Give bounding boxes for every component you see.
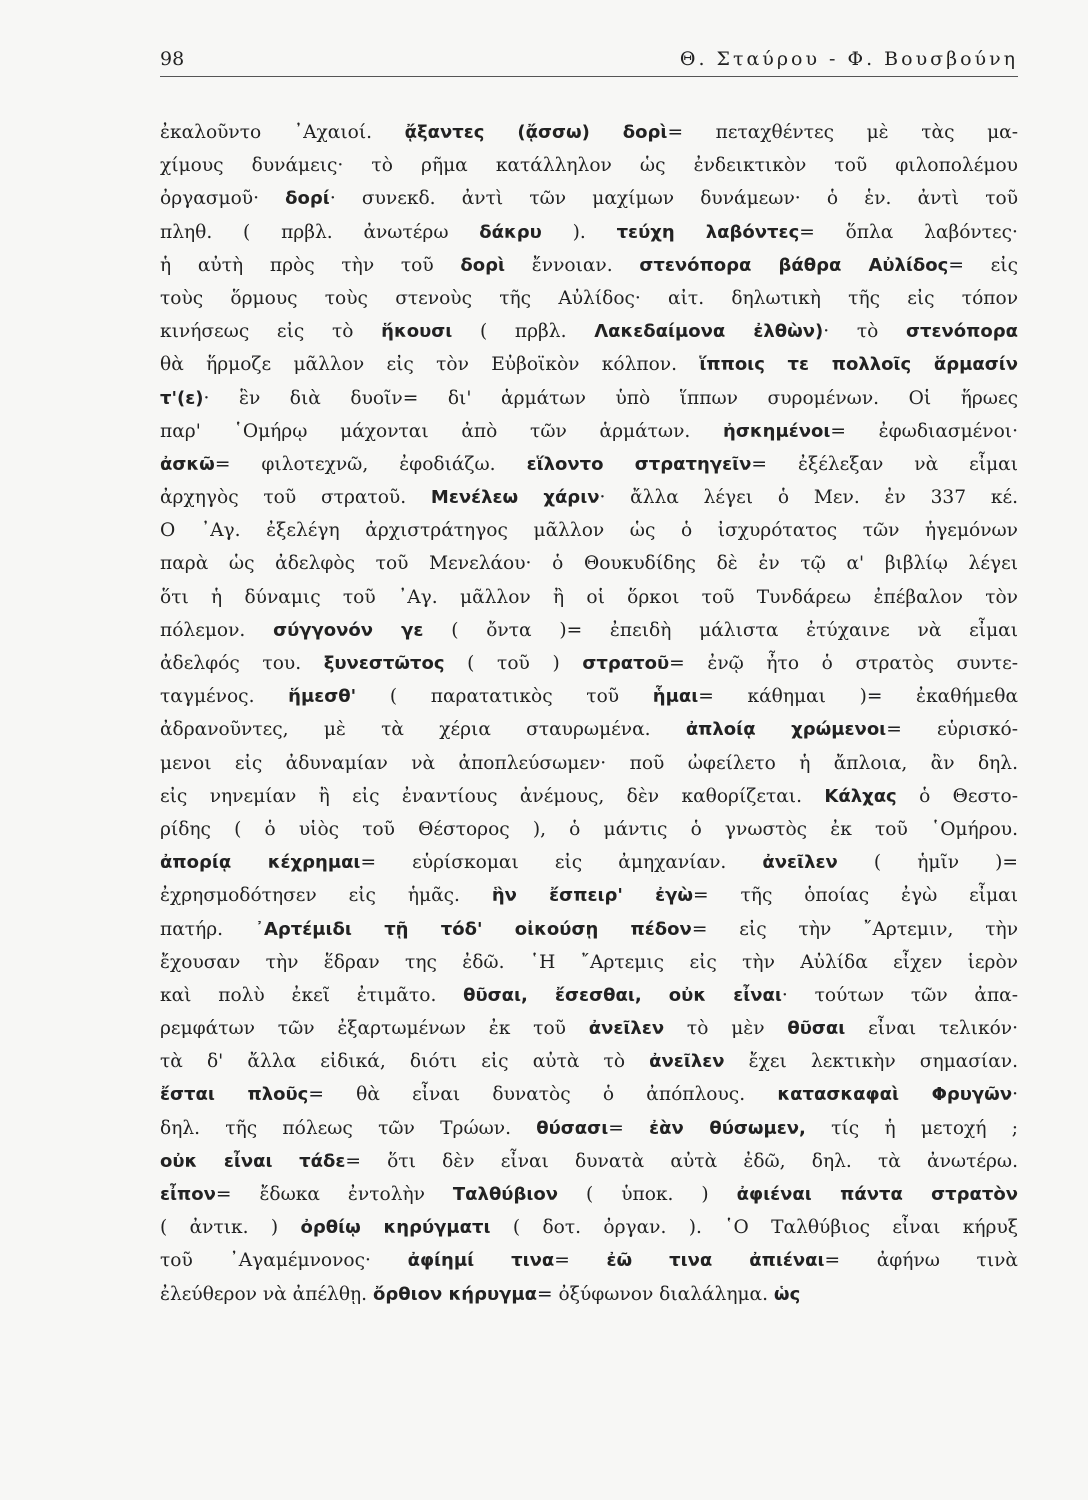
text-line	[160, 1045, 1018, 1078]
gloss-text: τίς ἡ μετοχή ;	[805, 1117, 1018, 1139]
lemma-term: κατασκαφαὶ Φρυγῶν	[777, 1084, 1013, 1106]
gloss-text: ἔχει λεκτικὴν σημασίαν.	[724, 1051, 1018, 1073]
gloss-text: καὶ πολὺ ἐκεῖ ἐτιμᾶτο.	[160, 984, 464, 1006]
gloss-text: ὁ Θεστο-	[896, 785, 1018, 807]
lemma-term: ἧμαι	[652, 686, 699, 708]
lemma-term: στενόπορα βάθρα Αὐλίδος	[639, 254, 949, 276]
gloss-text: = ὀξύφωνον διαλάλημα.	[537, 1283, 774, 1305]
lemma-term: ξυνεστῶτος	[323, 653, 445, 674]
text-line	[160, 846, 1018, 879]
gloss-text: τοὺς ὅρμους τοὺς στενοὺς τῆς Αὐλίδος· αἰτ. δηλωτικὴ τῆς εἰς τόπον	[160, 287, 1018, 309]
gloss-text: παρ' ῾Ομήρῳ μάχονται ἀπὸ τῶν ἁρμάτων.	[160, 420, 724, 442]
lemma-term: ἐῶ τινα ἀπιέναι	[606, 1250, 825, 1272]
gloss-text: ).	[541, 221, 617, 243]
lemma-term: δορὶ	[460, 254, 506, 276]
page-header	[160, 40, 1018, 77]
text-line	[160, 1211, 1018, 1244]
text-line	[160, 216, 1018, 249]
text-line	[160, 680, 1018, 713]
text-line	[160, 979, 1018, 1012]
gloss-text: = κάθημαι )= ἐκαθήμεθα	[698, 686, 1019, 708]
lemma-term: ἀσκῶ	[160, 453, 215, 475]
text-line	[160, 514, 1018, 547]
lemma-term: θῦσαι, ἔσεσθαι, οὐκ εἶναι	[463, 984, 782, 1006]
gloss-text: κινήσεως εἰς τὸ	[160, 321, 382, 343]
gloss-text: ( ὑποκ. )	[558, 1184, 737, 1205]
text-line	[160, 382, 1018, 415]
text-line	[160, 1244, 1018, 1277]
running-head: Θ. Σταύρου - Φ. Βουσβούνη	[679, 48, 1018, 70]
gloss-text: ἡ αὐτὴ πρὸς τὴν τοῦ	[160, 254, 461, 276]
lemma-term: στενόπορα	[906, 321, 1019, 343]
gloss-text: ἔννοιαν.	[505, 254, 640, 276]
gloss-text: = εἰς τὴν ῎Αρτεμιν, τὴν	[691, 918, 1018, 940]
text-line	[160, 813, 1018, 846]
lemma-term: ἔσται πλοῦς	[160, 1084, 309, 1106]
text-line	[160, 614, 1018, 647]
lemma-term: θύσασι	[536, 1117, 609, 1139]
gloss-text: ( παρατατικὸς τοῦ	[356, 686, 653, 708]
gloss-text: = ἔδωκα ἐντολὴν	[215, 1184, 453, 1205]
gloss-text: πόλεμον.	[160, 619, 274, 641]
lemma-term: Μενέλεω χάριν	[430, 487, 600, 509]
gloss-text: ὅτι ἡ δύναμις τοῦ ᾿Αγ. μᾶλλον ἢ οἱ ὅρκοι τοῦ Τυνδάρεω ἐπέβαλον τὸν	[160, 586, 1018, 608]
commentary-text	[160, 116, 1018, 1311]
gloss-text: =	[608, 1117, 650, 1139]
gloss-text: ἀρχηγὸς τοῦ στρατοῦ.	[160, 487, 431, 509]
gloss-text: · ἓν διὰ δυοῖν= δι' ἁρμάτων ὑπὸ ἵππων συρομένων. Οἱ ἥρωες	[203, 387, 1018, 409]
lemma-term: ᾄξαντες (ᾄσσω) δορὶ	[404, 122, 668, 143]
gloss-text: = θὰ εἶναι δυνατὸς ὁ ἀπόπλους.	[308, 1084, 778, 1106]
gloss-text: ἐχρησμοδότησεν εἰς ἡμᾶς.	[160, 885, 492, 907]
lemma-term: ὡς	[773, 1283, 801, 1305]
lemma-term: εἵλοντο στρατηγεῖν	[526, 453, 752, 475]
lemma-term: ἀπορίᾳ κέχρημαι	[160, 852, 361, 874]
text-line	[160, 581, 1018, 614]
gloss-text: = εἰς	[948, 254, 1018, 276]
gloss-text: δηλ. τῆς πόλεως τῶν Τρώων.	[160, 1117, 537, 1139]
gloss-text: πληθ. ( πρβλ. ἀνωτέρω	[160, 221, 480, 243]
gloss-text: = ὅτι δὲν εἶναι δυνατὰ αὐτὰ ἐδῶ, δηλ. τὰ ἀνωτέρω.	[345, 1150, 1018, 1172]
lemma-term: ἥκουσι	[381, 321, 453, 343]
gloss-text: μενοι εἰς ἀδυναμίαν νὰ ἀποπλεύσωμεν· ποῦ ὠφείλετο ἡ ἄπλοια, ἂν δηλ.	[160, 752, 1018, 774]
lemma-term: στρατοῦ	[582, 653, 670, 674]
text-line	[160, 946, 1018, 979]
gloss-text: ἐκαλοῦντο ᾿Αχαιοί.	[160, 122, 405, 143]
gloss-text: παρὰ ὡς ἀδελφὸς τοῦ Μενελάου· ὁ Θουκυδίδης δὲ ἐν τῷ α' βιβλίῳ λέγει	[160, 553, 1018, 575]
text-line	[160, 1178, 1018, 1211]
lemma-term: Ταλθύβιον	[452, 1184, 558, 1205]
text-line	[160, 747, 1018, 780]
gloss-text: · τούτων τῶν ἀπα-	[781, 984, 1019, 1006]
text-line	[160, 879, 1018, 912]
lemma-term: Κάλχας	[824, 785, 897, 807]
lemma-term: Λακεδαίμονα ἐλθὼν)	[594, 321, 824, 343]
lemma-term: ἀνεῖλεν	[588, 1018, 665, 1040]
gloss-text: ταγμένος.	[160, 686, 289, 708]
gloss-text: = εὑρισκό-	[886, 719, 1018, 741]
gloss-text: θὰ ἥρμοζε μᾶλλον εἰς τὸν Εὐβοϊκὸν κόλπον.	[160, 354, 700, 376]
lemma-term: ἀφιέναι πάντα στρατὸν	[736, 1184, 1019, 1205]
gloss-text: ( ἡμῖν )=	[837, 852, 1019, 874]
gloss-text: ( δοτ. ὀργαν. ). ῾Ο Ταλθύβιος εἶναι κήρυξ	[490, 1217, 1018, 1239]
lemma-term: ἀνεῖλεν	[649, 1051, 725, 1073]
text-line	[160, 448, 1018, 481]
text-line	[160, 913, 1018, 946]
lemma-term: ἀπλοίᾳ χρώμενοι	[685, 719, 887, 741]
text-line	[160, 1145, 1018, 1178]
gloss-text: = ἀφήνω τινὰ	[824, 1250, 1018, 1272]
lemma-term: οὐκ εἶναι τάδε	[160, 1150, 346, 1172]
gloss-text: = φιλοτεχνῶ, ἐφοδιάζω.	[214, 453, 527, 475]
text-line	[160, 647, 1018, 680]
gloss-text: = ὅπλα λαβόντες·	[799, 221, 1018, 243]
text-line	[160, 1078, 1018, 1111]
lemma-term: ἀφίημί τινα	[407, 1250, 555, 1272]
lemma-term: θῦσαι	[787, 1018, 846, 1040]
gloss-text: Ο ᾿Αγ. ἐξελέγη ἀρχιστράτηγος μᾶλλον ὡς ὁ ἰσχυρότατος τῶν ἡγεμόνων	[160, 520, 1018, 542]
gloss-text: ( πρβλ.	[452, 321, 595, 343]
text-line	[160, 182, 1018, 215]
text-line	[160, 415, 1018, 448]
gloss-text: ρίδης ( ὁ υἱὸς τοῦ Θέστορος ), ὁ μάντις ὁ γνωστὸς ἐκ τοῦ ῾Ομήρου.	[160, 818, 1018, 840]
lemma-term: ὄρθιον κήρυγμα	[372, 1283, 538, 1305]
gloss-text: ( ὄντα )= ἐπειδὴ μάλιστα ἐτύχαινε νὰ εἶμαι	[423, 619, 1019, 641]
text-line	[160, 149, 1018, 182]
text-line	[160, 1012, 1018, 1045]
lemma-term: εἶπον	[160, 1184, 216, 1205]
page-number: 98	[160, 48, 185, 70]
text-line	[160, 1278, 1018, 1311]
lemma-term: ἠσκημένοι	[723, 420, 831, 442]
gloss-text: πατήρ.	[160, 918, 255, 940]
gloss-text: ἀδελφός του.	[160, 653, 324, 674]
lemma-term: ᾿Αρτέμιδι τῇ τόδ' οἰκούσῃ πέδον	[254, 918, 692, 940]
text-line	[160, 1112, 1018, 1145]
gloss-text: · συνεκδ. ἀντὶ τῶν μαχίμων δυνάμεων· ὁ ἑν. ἀντὶ τοῦ	[329, 188, 1018, 210]
lemma-term: τ'(ε)	[160, 387, 204, 409]
gloss-text: ρεμφάτων τῶν ἐξαρτωμένων ἐκ τοῦ	[160, 1018, 589, 1040]
text-line	[160, 282, 1018, 315]
gloss-text: χίμους δυνάμεις· τὸ ρῆμα κατάλληλον ὡς ἐνδεικτικὸν τοῦ φιλοπολέμου	[160, 155, 1018, 177]
gloss-text: = τῆς ὁποίας ἐγὼ εἶμαι	[693, 885, 1018, 907]
gloss-text: ·	[1012, 1084, 1018, 1106]
lemma-term: δάκρυ	[479, 221, 542, 243]
gloss-text: · τὸ	[823, 321, 906, 343]
lemma-term: ἣν ἔσπειρ' ἐγὼ	[491, 885, 694, 907]
gloss-text: ( ἀντικ. )	[160, 1217, 301, 1239]
gloss-text: = ἐφωδιασμένοι·	[830, 420, 1018, 442]
gloss-text: ὀργασμοῦ·	[160, 188, 286, 210]
text-line	[160, 116, 1018, 149]
text-line	[160, 713, 1018, 746]
lemma-term: ἐὰν θύσωμεν,	[649, 1117, 806, 1139]
gloss-text: ἀδρανοῦντες, μὲ τὰ χέρια σταυρωμένα.	[160, 719, 686, 741]
gloss-text: ἐλεύθερον νὰ ἀπέλθῃ.	[160, 1283, 373, 1305]
lemma-term: ἥμεσθ'	[288, 686, 357, 708]
lemma-term: ἀνεῖλεν	[762, 852, 838, 874]
gloss-text: ( τοῦ )	[444, 653, 583, 674]
text-line	[160, 547, 1018, 580]
gloss-text: τοῦ ᾿Αγαμέμνονος·	[160, 1250, 408, 1272]
gloss-text: εἶναι τελικόν·	[845, 1018, 1018, 1040]
gloss-text: = ἐξέλεξαν νὰ εἶμαι	[751, 453, 1018, 475]
gloss-text: = πεταχθέντες μὲ τὰς μα-	[667, 122, 1018, 143]
gloss-text: ἔχουσαν τὴν ἕδραν της ἐδῶ. ῾Η ῎Αρτεμις εἰς τὴν Αὐλίδα εἶχεν ἱερὸν	[160, 951, 1018, 973]
gloss-text: εἰς νηνεμίαν ἢ εἰς ἐναντίους ἀνέμους, δὲν καθορίζεται.	[160, 785, 825, 807]
lemma-term: τεύχη λαβόντες	[616, 221, 800, 243]
text-line	[160, 315, 1018, 348]
text-line	[160, 348, 1018, 381]
text-line	[160, 481, 1018, 514]
lemma-term: δορί	[285, 188, 330, 210]
gloss-text: τὸ μὲν	[664, 1018, 788, 1040]
lemma-term: ἵπποις τε πολλοῖς ἅρμασίν	[699, 354, 1018, 376]
text-line	[160, 249, 1018, 282]
gloss-text: =	[554, 1250, 607, 1272]
gloss-text: = ἐνῷ ἦτο ὁ στρατὸς συντε-	[669, 653, 1018, 674]
gloss-text: τὰ δ' ἄλλα εἰδικά, διότι εἰς αὐτὰ τὸ	[160, 1051, 650, 1073]
lemma-term: σύγγονόν γε	[273, 619, 424, 641]
gloss-text: = εὑρίσκομαι εἰς ἀμηχανίαν.	[360, 852, 763, 874]
lemma-term: ὀρθίῳ κηρύγματι	[300, 1217, 491, 1239]
gloss-text: · ἄλλα λέγει ὁ Μεν. ἐν 337 κέ.	[599, 487, 1019, 509]
text-line	[160, 780, 1018, 813]
